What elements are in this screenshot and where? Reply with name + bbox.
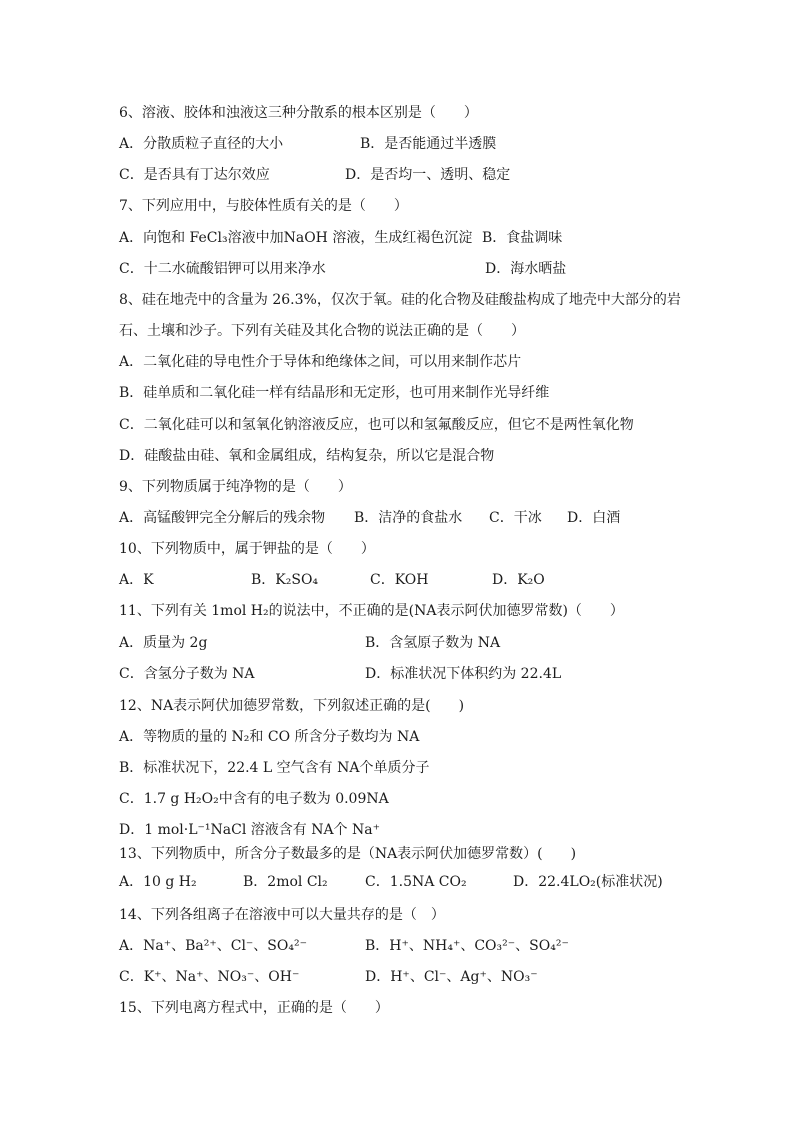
q7-option-d: D．海水晒盐 bbox=[485, 261, 567, 277]
q13-option-d: D．22.4LO₂(标准状况) bbox=[513, 874, 663, 890]
q14-option-b: B．H⁺、NH₄⁺、CO₃²⁻、SO₄²⁻ bbox=[365, 938, 569, 954]
q11-option-d: D．标准状况下体积约为 22.4L bbox=[365, 666, 562, 682]
q7-option-c: C．十二水硫酸铝钾可以用来净水 bbox=[119, 261, 326, 277]
q9-option-b: B．洁净的食盐水 bbox=[354, 510, 463, 526]
question-13-stem: 13、下列物质中，所含分子数最多的是（NA表示阿伏加德罗常数）( ) bbox=[119, 846, 577, 862]
q6-option-a: A．分散质粒子直径的大小 bbox=[119, 136, 284, 152]
q14-option-c: C．K⁺、Na⁺、NO₃⁻、OH⁻ bbox=[119, 969, 300, 985]
question-8-stem-line2: 石、土壤和沙子。下列有关硅及其化合物的说法正确的是（ ） bbox=[119, 323, 525, 339]
q8-option-d: D．硅酸盐由硅、氧和金属组成，结构复杂，所以它是混合物 bbox=[119, 448, 495, 464]
q11-option-c: C．含氢分子数为 NA bbox=[119, 666, 255, 682]
q9-option-c: C．干冰 bbox=[489, 510, 542, 526]
q7-option-a: A．向饱和 FeCl₃溶液中加NaOH 溶液，生成红褐色沉淀 bbox=[119, 230, 473, 246]
q8-option-c: C．二氧化硅可以和氢氧化钠溶液反应，也可以和氢氟酸反应，但它不是两性氧化物 bbox=[119, 417, 634, 433]
q7-option-b: B．食盐调味 bbox=[482, 230, 563, 246]
q6-option-c: C．是否具有丁达尔效应 bbox=[119, 167, 270, 183]
q14-option-a: A．Na⁺、Ba²⁺、Cl⁻、SO₄²⁻ bbox=[119, 938, 307, 954]
q10-option-d: D．K₂O bbox=[492, 572, 545, 588]
question-11-stem: 11、下列有关 1mol H₂的说法中，不正确的是(NA表示阿伏加德罗常数)（ ） bbox=[119, 603, 624, 619]
q8-option-b: B．硅单质和二氧化硅一样有结晶形和无定形，也可用来制作光导纤维 bbox=[119, 385, 550, 401]
q10-option-c: C．KOH bbox=[370, 572, 429, 588]
question-10-stem: 10、下列物质中，属于钾盐的是（ ） bbox=[119, 541, 375, 557]
q6-option-d: D．是否均一、透明、稳定 bbox=[345, 167, 511, 183]
question-15-stem: 15、下列电离方程式中，正确的是（ ） bbox=[119, 1000, 389, 1016]
q13-option-c: C．1.5NA CO₂ bbox=[365, 874, 467, 890]
question-6-stem: 6、溶液、胶体和浊液这三种分散系的根本区别是（ ） bbox=[119, 105, 478, 121]
question-8-stem-line1: 8、硅在地壳中的含量为 26.3%，仅次于氧。硅的化合物及硅酸盐构成了地壳中大部分的岩 bbox=[119, 292, 681, 308]
q14-option-d: D．H⁺、Cl⁻、Ag⁺、NO₃⁻ bbox=[365, 969, 538, 985]
q9-option-a: A．高锰酸钾完全分解后的残余物 bbox=[119, 510, 326, 526]
q12-option-c: C．1.7 g H₂O₂中含有的电子数为 0.09NA bbox=[119, 791, 389, 807]
q11-option-a: A．质量为 2g bbox=[119, 635, 208, 651]
question-7-stem: 7、下列应用中，与胶体性质有关的是（ ） bbox=[119, 198, 408, 214]
question-12-stem: 12、NA表示阿伏加德罗常数，下列叙述正确的是( ) bbox=[119, 698, 465, 714]
q13-option-b: B．2mol Cl₂ bbox=[243, 874, 328, 890]
q10-option-a: A．K bbox=[119, 572, 154, 588]
question-9-stem: 9、下列物质属于纯净物的是（ ） bbox=[119, 479, 352, 495]
q13-option-a: A．10 g H₂ bbox=[119, 874, 197, 890]
q12-option-b: B．标准状况下，22.4 L 空气含有 NA个单质分子 bbox=[119, 760, 430, 776]
q8-option-a: A．二氧化硅的导电性介于导体和绝缘体之间，可以用来制作芯片 bbox=[119, 354, 522, 370]
q12-option-d: D．1 mol·L⁻¹NaCl 溶液含有 NA个 Na⁺ bbox=[119, 822, 380, 838]
q10-option-b: B．K₂SO₄ bbox=[251, 572, 319, 588]
q12-option-a: A．等物质的量的 N₂和 CO 所含分子数均为 NA bbox=[119, 729, 420, 745]
q6-option-b: B．是否能通过半透膜 bbox=[360, 136, 497, 152]
q11-option-b: B．含氢原子数为 NA bbox=[365, 635, 501, 651]
question-14-stem: 14、下列各组离子在溶液中可以大量共存的是（ ） bbox=[119, 907, 445, 923]
q9-option-d: D．白酒 bbox=[567, 510, 621, 526]
